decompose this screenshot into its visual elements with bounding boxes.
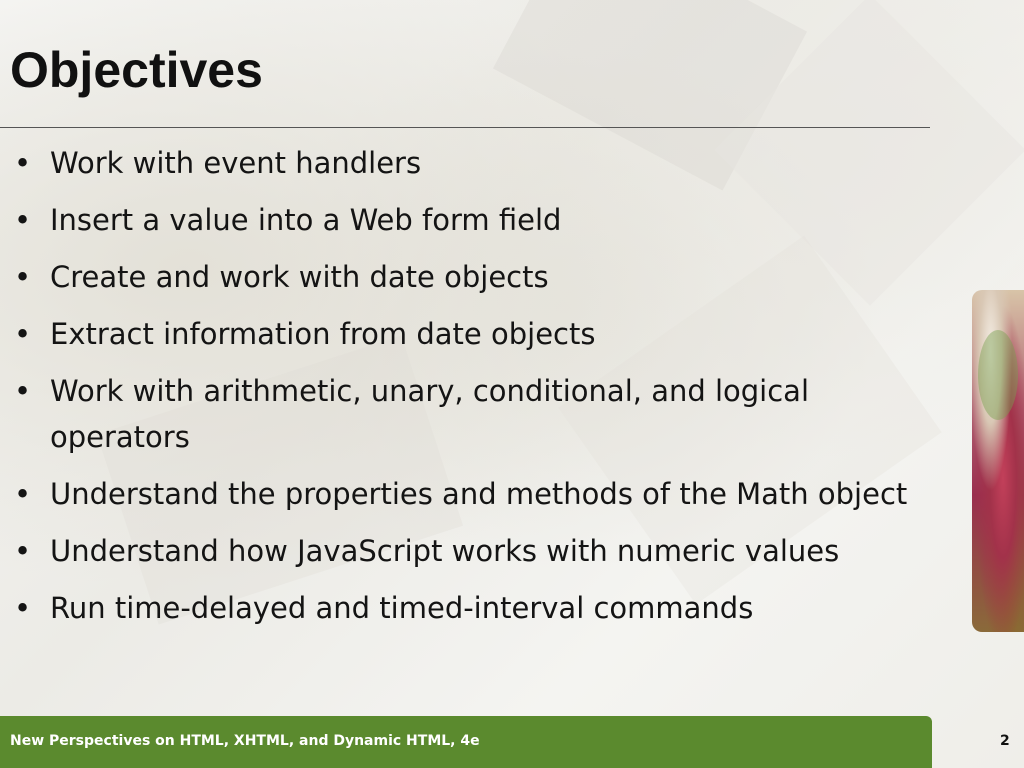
footer-text: New Perspectives on HTML, XHTML, and Dynamic HTML, 4e — [10, 733, 480, 749]
list-item-text: Understand the properties and methods of the Math object — [50, 477, 908, 511]
list-item — [14, 197, 944, 243]
title-divider — [0, 127, 930, 128]
list-item-text: Work with event handlers — [50, 146, 422, 180]
list-item-text: Extract information from date objects — [50, 317, 596, 351]
bullet-icon: • — [14, 260, 32, 294]
slide-title: Objectives — [10, 42, 263, 98]
list-item — [14, 585, 944, 631]
bullet-icon: • — [14, 591, 32, 625]
list-item — [14, 254, 944, 300]
list-item — [14, 368, 944, 460]
list-item-text: Work with arithmetic, unary, conditional, and logical operators — [50, 374, 810, 454]
list-item — [14, 311, 944, 357]
list-item — [14, 471, 944, 517]
bullet-icon: • — [14, 146, 32, 180]
bullet-icon: • — [14, 534, 32, 568]
footer-bar — [0, 716, 932, 768]
list-item-text: Insert a value into a Web form field — [50, 203, 562, 237]
bullet-icon: • — [14, 374, 32, 408]
list-item-text: Understand how JavaScript works with numeric values — [50, 534, 840, 568]
bullet-icon: • — [14, 477, 32, 511]
petal-shape — [978, 330, 1018, 420]
slide-number: 2 — [1000, 733, 1010, 749]
objectives-list — [14, 140, 944, 642]
list-item — [14, 140, 944, 186]
list-item-text: Run time-delayed and timed-interval commands — [50, 591, 754, 625]
bullet-icon: • — [14, 203, 32, 237]
list-item-text: Create and work with date objects — [50, 260, 549, 294]
list-item — [14, 528, 944, 574]
orchid-image — [972, 290, 1024, 632]
bullet-icon: • — [14, 317, 32, 351]
